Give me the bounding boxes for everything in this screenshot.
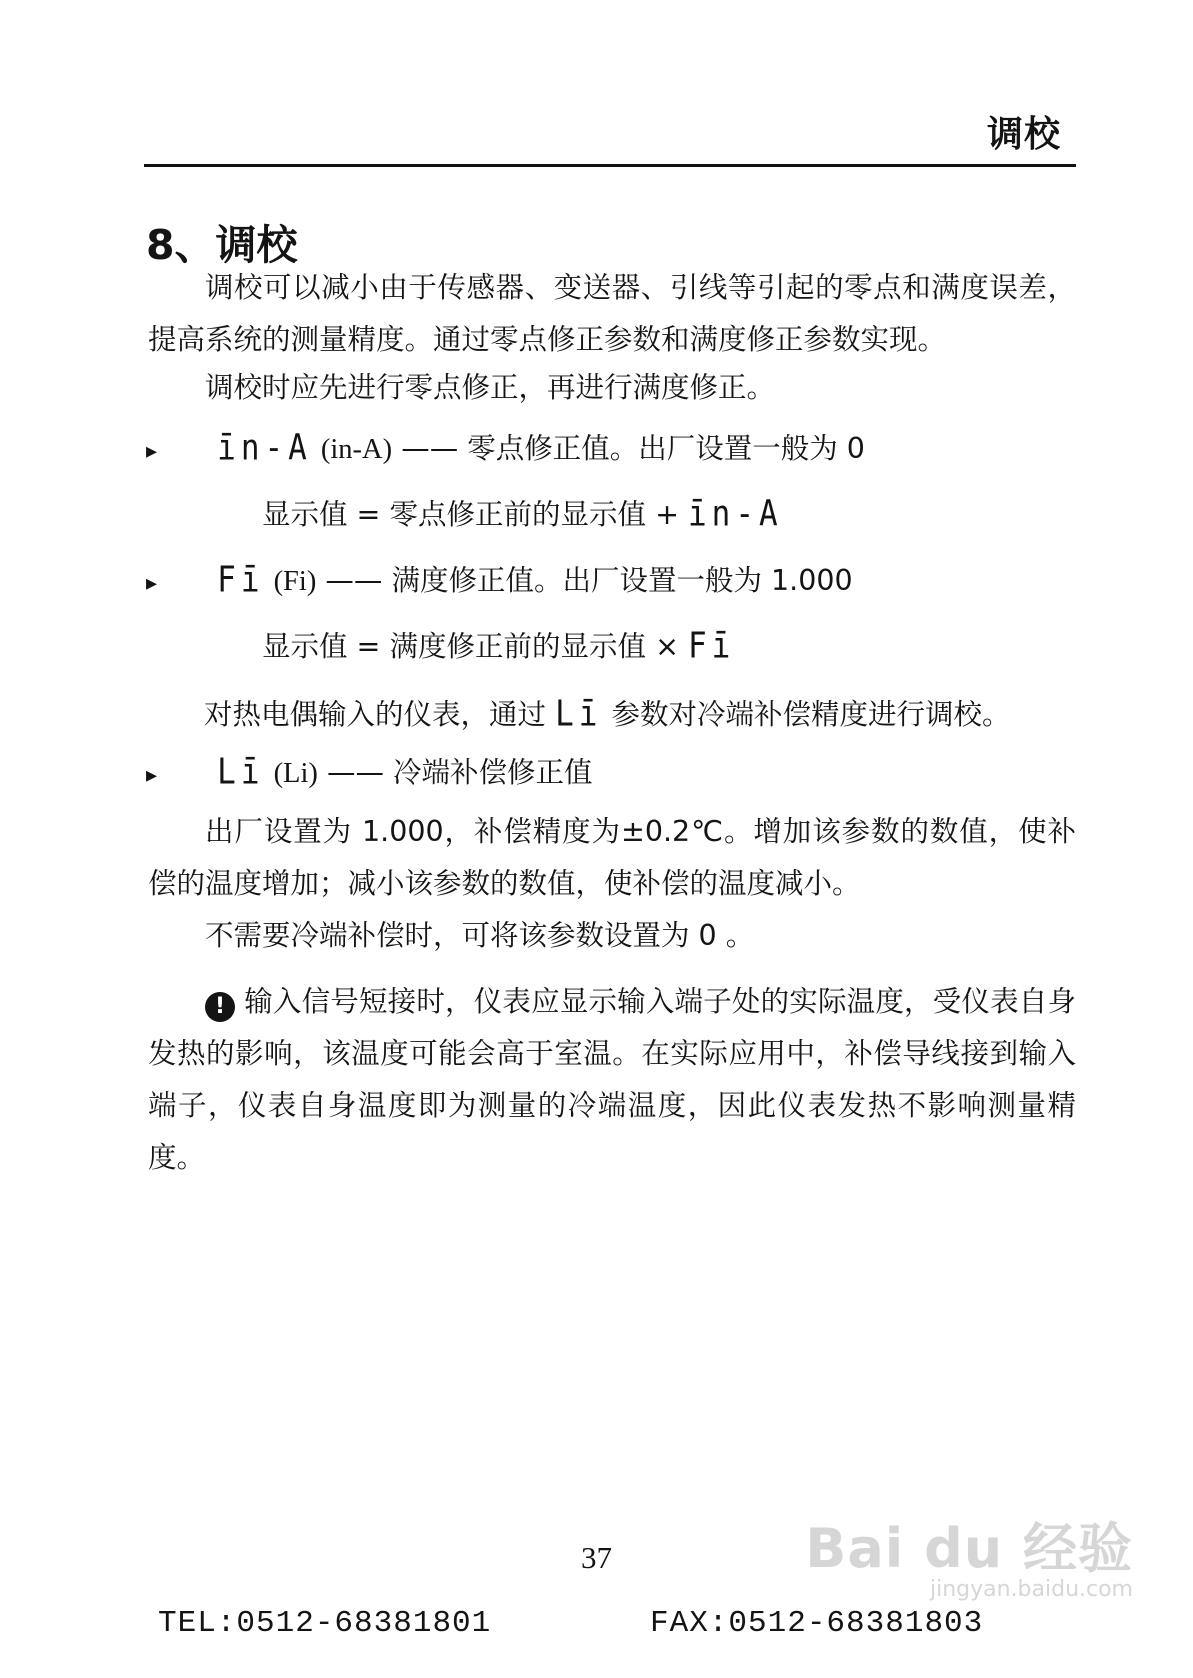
page-header-title: 调校 <box>986 114 1061 155</box>
thermocouple-sentence <box>204 694 1010 735</box>
formula-ina <box>262 494 783 535</box>
intro-order-paragraph: 调校时应先进行零点修正，再进行满度修正。 <box>205 371 776 404</box>
param-desc-ina: 零点修正值。出厂设置一般为 0 <box>467 432 865 465</box>
segment-display-ina-formula: īn-A <box>688 493 783 535</box>
thermocouple-text-after: 参数对冷端补偿精度进行调校。 <box>611 698 1011 731</box>
param-code-ina: (in-A) <box>320 434 393 465</box>
warning-icon: ! <box>205 992 235 1022</box>
bullet-icon: ▸ <box>146 439 158 464</box>
param-item-ina <box>146 428 865 472</box>
param-dash: —— <box>401 432 459 465</box>
li-detail-paragraph: 出厂设置为 1.000，补偿精度为±0.2℃。增加该参数的数值，使补偿的温度增加；减小该参数的数值，使补偿的温度减小。 <box>148 815 1076 900</box>
param-desc-li: 冷端补偿修正值 <box>393 756 593 789</box>
formula-lhs-ina: 显示值 = 零点修正前的显示值 <box>262 498 646 531</box>
note-paragraph <box>148 976 1076 1184</box>
segment-display-ina: īn-A <box>217 427 312 469</box>
formula-fi <box>262 626 735 667</box>
section-title: 8、调校 <box>146 221 298 269</box>
bullet-icon: ▸ <box>146 763 158 788</box>
header-divider <box>144 164 1076 167</box>
param-item-fi <box>146 560 853 604</box>
thermocouple-text-before: 对热电偶输入的仪表，通过 <box>204 698 547 731</box>
formula-operator-plus: + <box>655 498 679 531</box>
watermark-logo: Bai du 经验 <box>805 1517 1133 1580</box>
param-item-li <box>146 752 593 796</box>
param-dash: —— <box>326 756 384 789</box>
page-number: 37 <box>581 1540 612 1575</box>
segment-display-fi: Fī <box>217 559 265 601</box>
watermark-url: jingyan.baidu.com <box>929 1577 1133 1602</box>
bullet-icon: ▸ <box>146 571 158 596</box>
footer-tel: TEL:0512-68381801 <box>158 1606 492 1641</box>
param-code-li: (Li) <box>273 758 318 789</box>
param-desc-fi: 满度修正值。出厂设置一般为 1.000 <box>391 564 853 597</box>
param-code-fi: (Fi) <box>273 566 317 597</box>
param-dash: —— <box>325 564 383 597</box>
footer-fax: FAX:0512-68381803 <box>650 1606 984 1641</box>
segment-display-fi-formula: Fī <box>688 625 736 667</box>
segment-display-li-inline: Lī <box>555 693 603 735</box>
formula-operator-times: × <box>655 630 679 663</box>
li-zero-paragraph: 不需要冷端补偿时，可将该参数设置为 0 。 <box>205 919 755 952</box>
note-text: 输入信号短接时，仪表应显示输入端子处的实际温度，受仪表自身发热的影响，该温度可能会高于室温。在实际应用中，补偿导线接到输入端子，仪表自身温度即为测量的冷端温度，因此仪表发热不影响测量精度。 <box>148 985 1076 1174</box>
segment-display-li: Lī <box>217 751 265 793</box>
baidu-watermark <box>805 1506 1133 1602</box>
formula-lhs-fi: 显示值 = 满度修正前的显示值 <box>262 630 646 663</box>
intro-paragraph: 调校可以减小由于传感器、变送器、引线等引起的零点和满度误差，提高系统的测量精度。通过零点修正参数和满度修正参数实现。 <box>148 271 1076 356</box>
